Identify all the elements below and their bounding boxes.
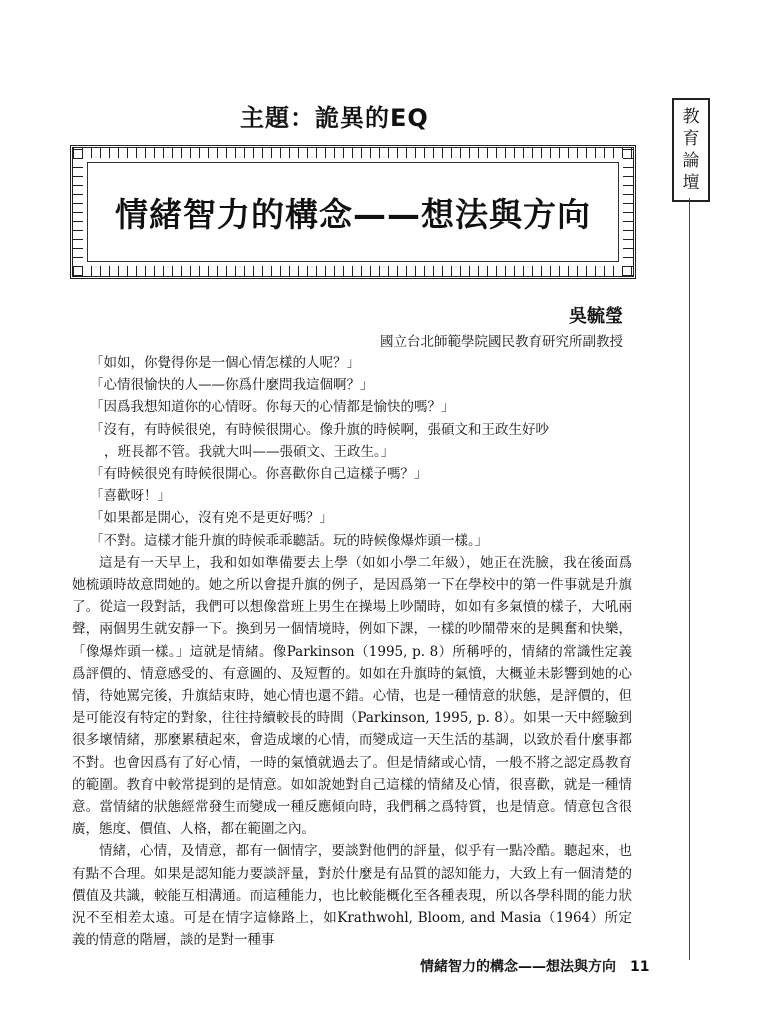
dialogue-line: 「喜歡呀！」 bbox=[90, 488, 171, 505]
dialogue-line: 「如果都是開心，沒有兇不是更好嗎？」 bbox=[90, 510, 333, 527]
section-tab-char: 教 bbox=[682, 107, 700, 127]
article-body bbox=[72, 352, 632, 951]
dialogue-line: 「沒有，有時候很兇，有時候很開心。像升旗的時候啊，張碩文和王政生好吵 bbox=[90, 421, 549, 438]
section-tab-char: 壇 bbox=[682, 173, 700, 193]
title-inner-box bbox=[87, 162, 619, 262]
body-paragraph: 情緒，心情，及情意，都有一個情字，要談對他們的評量，似乎有一點冷酷。聽起來，也有點不合理。如果是認知能力要談評量，對於什麼是有品質的認知能力，大致上有一個清楚的價值及共識，較能互相溝通。而這種能力，也比較能概化至各種表現，所以各學科間的能力狀況不至相差太遠。可是在情字這條路上，如Krathwohl, Bloom, and Masia（1964）所定義的情意的階層，談的是對一種事 bbox=[72, 843, 632, 949]
dialogue-line: 「有時候很兇有時候很開心。你喜歡你自己這樣子嗎？」 bbox=[90, 466, 428, 483]
title-frame bbox=[70, 145, 636, 279]
dialogue-line: 「心情很愉快的人——你爲什麼問我這個啊？」 bbox=[90, 377, 374, 394]
page-number: 11 bbox=[630, 959, 650, 975]
article-title: 情緒智力的構念——想法與方向 bbox=[115, 194, 591, 234]
section-tab bbox=[672, 98, 710, 202]
author-affiliation: 國立台北師範學院國民教育研究所副教授 bbox=[380, 334, 623, 350]
section-tab-char: 論 bbox=[682, 151, 700, 171]
body-paragraph: 這是有一天早上，我和如如準備要去上學（如如小學二年級），她正在洗臉，我在後面爲她梳頭時故意問她的。她之所以會提升旗的例子，是因爲第一下在學校中的第一件事就是升旗了。從這一段對話，我們可以想像當班上男生在操場上吵鬧時，如如有多氣憤的樣子，大吼兩聲，兩個男生就安靜一下。換到另一個情境時，例如下課，一樣的吵鬧帶來的是興奮和快樂，「像爆炸頭一樣。」這就是情緒。像Parkinson（1995, p. 8）所稱呼的，情緒的常識性定義爲評價的、情意感受的、有意圖的、及短暫的。如如在升旗時的氣憤，大概並未影響到她的心情，待她罵完後，升旗結束時，她心情也還不錯。心情，也是一種情意的狀態，是評價的，但是可能沒有特定的對象，往往持續較長的時間（Parkinson, 1995, p. 8）。如果一天中經驗到很多壞情緒，那麼累積起來，會造成壞的心情，而變成這一天生活的基調，以致於看什麼事都不對。也會因爲有了好心情，一時的氣憤就過去了。但是情緒或心情，一般不將之認定爲教育的範圍。教育中較常提到的是情意。如如說她對自己這樣的情緒及心情，很喜歡，就是一種情意。當情緒的狀態經常發生而變成一種反應傾向時，我們稱之爲特質，也是情意。情意包含很廣，態度、價值、人格，都在範圍之內。 bbox=[72, 554, 632, 838]
dialogue-line: 「不對。這樣才能升旗的時候乖乖聽話。玩的時候像爆炸頭一樣。」 bbox=[90, 532, 489, 549]
margin-rule bbox=[689, 198, 690, 960]
topic-heading: 主題：詭異的EQ bbox=[240, 104, 429, 132]
page-footer bbox=[420, 956, 649, 976]
author-name: 吳毓瑩 bbox=[569, 306, 623, 327]
running-title: 情緒智力的構念——想法與方向 bbox=[420, 959, 616, 975]
dialogue-line: 「如如，你覺得你是一個心情怎樣的人呢？」 bbox=[90, 355, 360, 371]
dialogue-line: ，班長都不管。我就大叫——張碩文、王政生。」 bbox=[104, 443, 395, 460]
section-tab-char: 育 bbox=[682, 129, 700, 149]
dialogue-line: 「因爲我想知道你的心情呀。你每天的心情都是愉快的嗎？」 bbox=[90, 399, 455, 416]
